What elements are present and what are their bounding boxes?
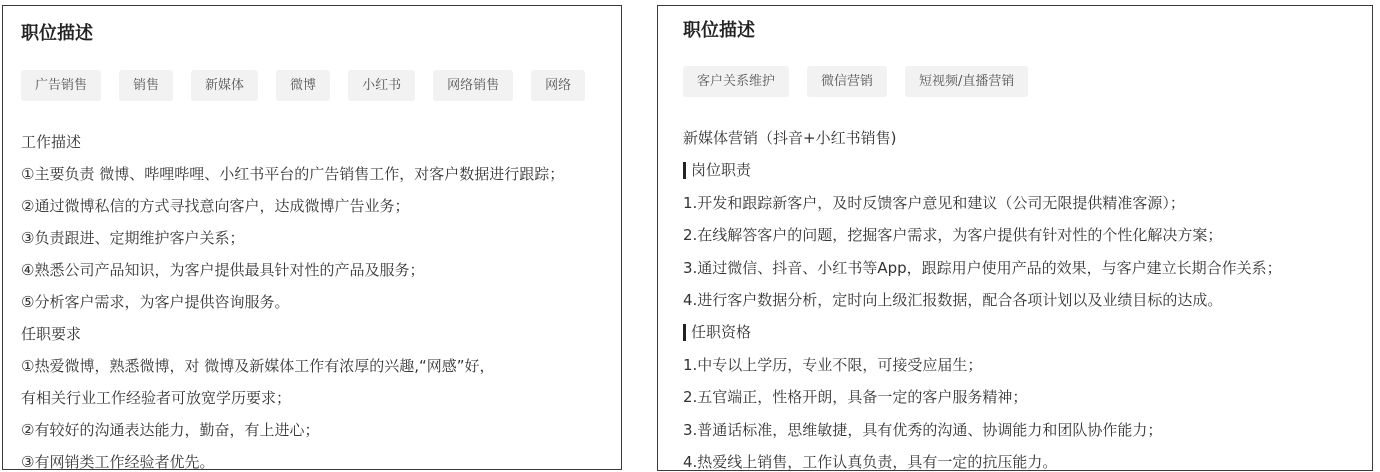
- requirement-line: 4.热爱线上销售，工作认真负责，具有一定的抗压能力。: [683, 452, 1058, 471]
- description-line: ④熟悉公司产品知识，为客户提供最具针对性的产品及服务；: [21, 261, 425, 279]
- job-description-panel-left: [2, 5, 622, 470]
- description-line: ⑤分析客户需求，为客户提供咨询服务。: [21, 293, 290, 311]
- tag-wechat-marketing[interactable]: 微信营销: [807, 66, 887, 97]
- duty-line: 4.进行客户数据分析，定时向上级汇报数据，配合各项计划以及业绩目标的达成。: [683, 290, 1223, 309]
- requirement-line: ①热爱微博，熟悉微博，对 微博及新媒体工作有浓厚的兴趣,“网感”好，: [21, 357, 495, 375]
- requirements-heading-label: 任职资格: [691, 323, 752, 342]
- requirement-line: 2.五官端正，性格开朗，具备一定的客户服务精神；: [683, 388, 1028, 407]
- tag-sales[interactable]: 销售: [119, 70, 173, 101]
- section-title: 职位描述: [21, 23, 93, 44]
- description-line: ②通过微博私信的方式寻找意向客户，达成微博广告业务；: [21, 197, 410, 215]
- tag-online-sales[interactable]: 网络销售: [433, 70, 513, 101]
- tag-customer-relations[interactable]: 客户关系维护: [683, 66, 789, 97]
- job-description-body: [21, 126, 564, 470]
- tag-list: [21, 70, 585, 101]
- duty-line: 2.在线解答客户的问题，挖掘客户需求，为客户提供有针对性的个性化解决方案；: [683, 226, 1223, 245]
- requirement-line: 1.中专以上学历，专业不限，可接受应届生；: [683, 355, 983, 374]
- duties-heading: [683, 154, 1282, 186]
- requirements-heading: [683, 316, 1282, 348]
- intro-line: 新媒体营销（抖音+小红书销售): [683, 129, 897, 147]
- subheading-requirements: 任职要求: [21, 325, 82, 343]
- tag-ad-sales[interactable]: 广告销售: [21, 70, 101, 101]
- job-description-panel-right: [657, 5, 1373, 471]
- requirement-line: 3.普通话标准，思维敏捷，具有优秀的沟通、协调能力和团队协作能力；: [683, 420, 1163, 439]
- tag-weibo[interactable]: 微博: [276, 70, 330, 101]
- heading-bar: [683, 324, 686, 341]
- tag-online-truncated[interactable]: 网络: [531, 70, 585, 101]
- description-line: ③负责跟进、定期维护客户关系；: [21, 229, 245, 247]
- requirement-line: ③有网销类工作经验者优先。: [21, 453, 215, 470]
- tag-xiaohongshu[interactable]: 小红书: [348, 70, 415, 101]
- job-description-body: [683, 122, 1282, 471]
- tag-short-video-marketing[interactable]: 短视频/直播营销: [905, 66, 1028, 97]
- duty-line: 3.通过微信、抖音、小红书等App，跟踪用户使用产品的效果，与客户建立长期合作关系；: [683, 258, 1282, 277]
- requirement-line: ②有较好的沟通表达能力，勤奋，有上进心；: [21, 421, 320, 439]
- description-line: ①主要负责 微博、哔哩哔哩、小红书平台的广告销售工作，对客户数据进行跟踪；: [21, 165, 565, 183]
- section-title: 职位描述: [683, 20, 755, 41]
- requirement-line: 有相关行业工作经验者可放宽学历要求；: [21, 389, 292, 407]
- heading-bar: [683, 162, 686, 179]
- tag-list: [683, 66, 1028, 97]
- tag-new-media[interactable]: 新媒体: [191, 70, 258, 101]
- duty-line: 1.开发和跟踪新客户，及时反馈客户意见和建议（公司无限提供精准客源）；: [683, 193, 1185, 212]
- duties-heading-label: 岗位职责: [691, 161, 752, 180]
- subheading-work-description: 工作描述: [21, 133, 82, 151]
